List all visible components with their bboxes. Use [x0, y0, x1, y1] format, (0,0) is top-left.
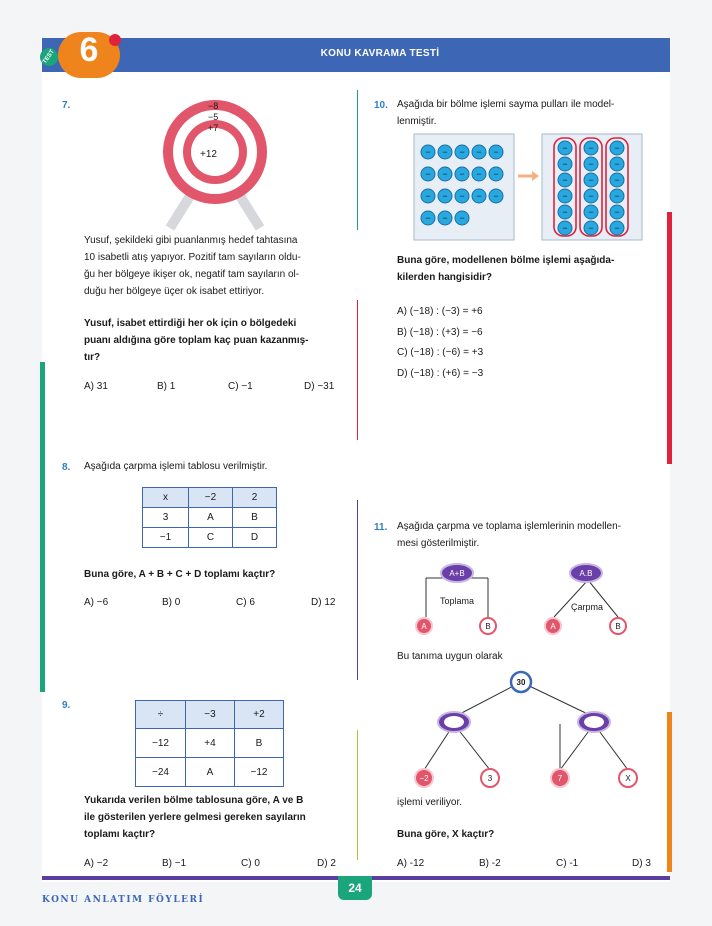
negative-counter	[489, 145, 503, 159]
sum-right-label: B	[485, 622, 491, 631]
badge-dot	[109, 34, 121, 46]
multiplication-table	[142, 487, 277, 548]
negative-counter	[455, 145, 469, 159]
table-row	[136, 758, 284, 787]
svg-text:−: −	[493, 191, 499, 201]
q7-text-line: duğu her bölgeye üçer ok isabet ettiriyor.	[84, 286, 265, 297]
svg-text:−: −	[442, 147, 448, 157]
negative-counter	[584, 189, 598, 203]
negative-counter	[421, 167, 435, 181]
negative-counter	[558, 157, 572, 171]
svg-text:−: −	[588, 191, 594, 201]
q10-text	[397, 96, 667, 130]
tree-root-label: 30	[516, 678, 526, 687]
q9-question-line: Yukarıda verilen bölme tablosuna göre, A ve B	[84, 795, 304, 806]
q7-question-line: Yusuf, isabet ettirdiği her ok için o bölgedeki	[84, 318, 297, 329]
column-divider	[357, 500, 358, 680]
tree-leaf-label: −2	[419, 774, 429, 783]
product-left-label: A	[550, 622, 556, 631]
svg-text:−: −	[459, 191, 465, 201]
table-row	[136, 729, 284, 758]
q10-option-c[interactable]: C) (−18) : (−6) = +3	[397, 347, 484, 358]
svg-text:−: −	[562, 159, 568, 169]
table-cell: A	[186, 758, 235, 787]
tree-leaf-label: 3	[487, 774, 493, 783]
q7-option-d[interactable]: D) −31	[304, 381, 335, 392]
column-divider	[357, 300, 358, 440]
svg-text:−: −	[493, 169, 499, 179]
column-divider	[357, 730, 358, 860]
svg-text:−: −	[476, 169, 482, 179]
sum-left-label: A	[421, 622, 427, 631]
q8-option-d[interactable]: D) 12	[311, 597, 336, 608]
right-red-bar	[667, 212, 672, 464]
negative-counter	[584, 221, 598, 235]
q10-text-line: lenmiştir.	[397, 116, 437, 127]
tree-right-operation-node-inner	[584, 716, 604, 728]
q11-after: işlemi veriliyor.	[397, 797, 463, 808]
negative-counter	[455, 189, 469, 203]
svg-text:−: −	[425, 169, 431, 179]
left-green-bar	[40, 362, 45, 692]
svg-text:−: −	[588, 223, 594, 233]
q9-option-b[interactable]: B) −1	[162, 858, 187, 869]
svg-text:−: −	[614, 143, 620, 153]
negative-counter	[558, 205, 572, 219]
footer-title: KONU ANLATIM FÖYLERİ	[42, 895, 205, 905]
q11-text-line: Aşağıda çarpma ve toplama işlemlerinin modellen-	[397, 521, 621, 532]
table-cell: +2	[235, 701, 284, 729]
q11-option-c[interactable]: C) -1	[556, 858, 579, 869]
negative-counter	[558, 189, 572, 203]
negative-counter	[438, 211, 452, 225]
negative-counter	[610, 221, 624, 235]
negative-counter	[438, 167, 452, 181]
target-label-plus-12: +12	[200, 149, 217, 160]
product-operation-label: Çarpma	[570, 602, 604, 612]
question-number-9: 9.	[62, 700, 71, 711]
product-right-label: B	[615, 622, 621, 631]
svg-text:−: −	[588, 207, 594, 217]
table-row	[136, 701, 284, 729]
svg-text:−: −	[588, 143, 594, 153]
negative-counter	[421, 211, 435, 225]
table-cell: x	[143, 488, 189, 508]
svg-text:−: −	[493, 147, 499, 157]
test-number: 6	[79, 31, 99, 69]
q10-question-line: Buna göre, modellenen bölme işlemi aşağıda-	[397, 255, 615, 266]
table-cell: −12	[235, 758, 284, 787]
counter-arrow-head	[532, 171, 539, 181]
q9-option-a[interactable]: A) −2	[84, 858, 109, 869]
question-number-11: 11.	[374, 522, 388, 533]
svg-text:−: −	[459, 213, 465, 223]
negative-counter	[584, 141, 598, 155]
q7-option-a[interactable]: A) 31	[84, 381, 108, 392]
table-row	[143, 508, 277, 528]
counter-model	[414, 134, 642, 242]
column-divider	[357, 90, 358, 230]
negative-counter	[558, 173, 572, 187]
table-cell: −3	[186, 701, 235, 729]
q11-intro: Bu tanıma uygun olarak	[397, 651, 503, 662]
q9-question-line: ile gösterilen yerlere gelmesi gereken sayıların	[84, 812, 306, 823]
q11-text	[397, 518, 667, 552]
table-cell: −1	[143, 528, 189, 548]
q7-text	[84, 232, 344, 300]
table-cell: B	[235, 729, 284, 758]
question-number-7: 7.	[62, 100, 71, 111]
target-label-plus-7: +7	[208, 123, 219, 133]
q7-text-line: Yusuf, şekildeki gibi puanlanmış hedef tahtasına	[84, 235, 298, 246]
q7-question	[84, 315, 344, 366]
negative-counter	[584, 173, 598, 187]
q9-question	[84, 792, 354, 843]
negative-counter	[584, 205, 598, 219]
svg-text:−: −	[614, 207, 620, 217]
q11-question: Buna göre, X kaçtır?	[397, 829, 495, 840]
q8-text: Aşağıda çarpma işlemi tablosu verilmiştir.	[84, 461, 268, 472]
operation-tree	[410, 672, 646, 792]
q9-option-c[interactable]: C) 0	[241, 858, 260, 869]
q11-option-b[interactable]: B) -2	[479, 858, 501, 869]
svg-text:−: −	[425, 213, 431, 223]
negative-counter	[438, 145, 452, 159]
negative-counter	[584, 157, 598, 171]
svg-text:−: −	[425, 147, 431, 157]
svg-text:−: −	[614, 223, 620, 233]
q7-question-line: tır?	[84, 352, 101, 363]
table-cell: B	[233, 508, 277, 528]
svg-text:−: −	[562, 175, 568, 185]
svg-text:−: −	[588, 175, 594, 185]
sum-model	[408, 562, 518, 642]
q9-question-line: toplamı kaçtır?	[84, 829, 156, 840]
question-number-10: 10.	[374, 100, 388, 111]
svg-text:−: −	[562, 143, 568, 153]
q8-option-b[interactable]: B) 0	[162, 597, 181, 608]
negative-counter	[610, 157, 624, 171]
svg-text:−: −	[425, 191, 431, 201]
page-title: KONU KAVRAMA TESTİ	[320, 48, 440, 59]
q7-option-b[interactable]: B) 1	[157, 381, 176, 392]
table-row	[143, 488, 277, 508]
svg-text:−: −	[562, 191, 568, 201]
q10-question	[397, 252, 667, 286]
negative-counter	[472, 167, 486, 181]
table-row	[143, 528, 277, 548]
q7-text-line: ğu her bölgeye ikişer ok, negatif tam sayıların ol-	[84, 269, 300, 280]
negative-counter	[455, 211, 469, 225]
svg-text:−: −	[442, 191, 448, 201]
page-number: 24	[338, 876, 372, 900]
table-cell: C	[189, 528, 233, 548]
negative-counter	[472, 189, 486, 203]
negative-counter	[455, 167, 469, 181]
question-number-8: 8.	[62, 462, 71, 473]
tree-leaf-label: 7	[557, 774, 563, 783]
q10-question-line: kilerden hangisidir?	[397, 272, 493, 283]
table-cell: +4	[186, 729, 235, 758]
q10-text-line: Aşağıda bir bölme işlemi sayma pulları ile model-	[397, 99, 615, 110]
svg-text:−: −	[562, 223, 568, 233]
product-model	[540, 562, 640, 642]
negative-counter	[489, 167, 503, 181]
negative-counter	[438, 189, 452, 203]
table-cell: −2	[189, 488, 233, 508]
division-table	[135, 700, 284, 787]
q8-question: Buna göre, A + B + C + D toplamı kaçtır?	[84, 569, 276, 580]
table-cell: −24	[136, 758, 186, 787]
table-cell: 3	[143, 508, 189, 528]
svg-text:−: −	[459, 169, 465, 179]
negative-counter	[610, 173, 624, 187]
q7-question-line: puanı aldığına göre toplam kaç puan kazanmış-	[84, 335, 309, 346]
negative-counter	[558, 221, 572, 235]
negative-counter	[472, 145, 486, 159]
q8-option-a[interactable]: A) −6	[84, 597, 109, 608]
negative-counter	[558, 141, 572, 155]
svg-text:−: −	[442, 213, 448, 223]
q9-option-d[interactable]: D) 2	[317, 858, 336, 869]
svg-text:−: −	[459, 147, 465, 157]
q7-text-line: 10 isabetli atış yapıyor. Pozitif tam sayıların oldu-	[84, 252, 301, 263]
negative-counter	[489, 189, 503, 203]
q10-option-a[interactable]: A) (−18) : (−3) = +6	[397, 306, 483, 317]
svg-text:−: −	[562, 207, 568, 217]
product-top-label: A.B	[579, 569, 593, 578]
test-label: TEST	[36, 44, 61, 69]
svg-text:−: −	[442, 169, 448, 179]
svg-text:−: −	[614, 191, 620, 201]
svg-text:−: −	[476, 191, 482, 201]
table-cell: A	[189, 508, 233, 528]
negative-counter	[421, 189, 435, 203]
q11-option-d[interactable]: D) 3	[632, 858, 651, 869]
svg-text:−: −	[614, 175, 620, 185]
q10-option-d[interactable]: D) (−18) : (+6) = −3	[397, 368, 484, 379]
negative-counter	[610, 141, 624, 155]
table-cell: 2	[233, 488, 277, 508]
q7-option-c[interactable]: C) −1	[228, 381, 253, 392]
negative-counter	[610, 189, 624, 203]
table-cell: −12	[136, 729, 186, 758]
negative-counter	[610, 205, 624, 219]
svg-text:−: −	[614, 159, 620, 169]
tree-leaf-label: X	[625, 774, 631, 783]
q10-option-b[interactable]: B) (−18) : (+3) = −6	[397, 327, 483, 338]
table-cell: ÷	[136, 701, 186, 729]
svg-text:−: −	[476, 147, 482, 157]
svg-text:−: −	[588, 159, 594, 169]
table-cell: D	[233, 528, 277, 548]
target-board	[150, 96, 280, 236]
q8-option-c[interactable]: C) 6	[236, 597, 255, 608]
negative-counter	[421, 145, 435, 159]
q11-text-line: mesi gösterilmiştir.	[397, 538, 480, 549]
right-orange-bar	[667, 712, 672, 872]
target-label-minus-8: −8	[208, 101, 219, 111]
target-label-minus-5: −5	[208, 112, 219, 122]
sum-operation-label: Toplama	[439, 596, 475, 606]
tree-left-operation-node-inner	[444, 716, 464, 728]
q11-option-a[interactable]: A) -12	[397, 858, 425, 869]
sum-top-label: A+B	[449, 569, 465, 578]
